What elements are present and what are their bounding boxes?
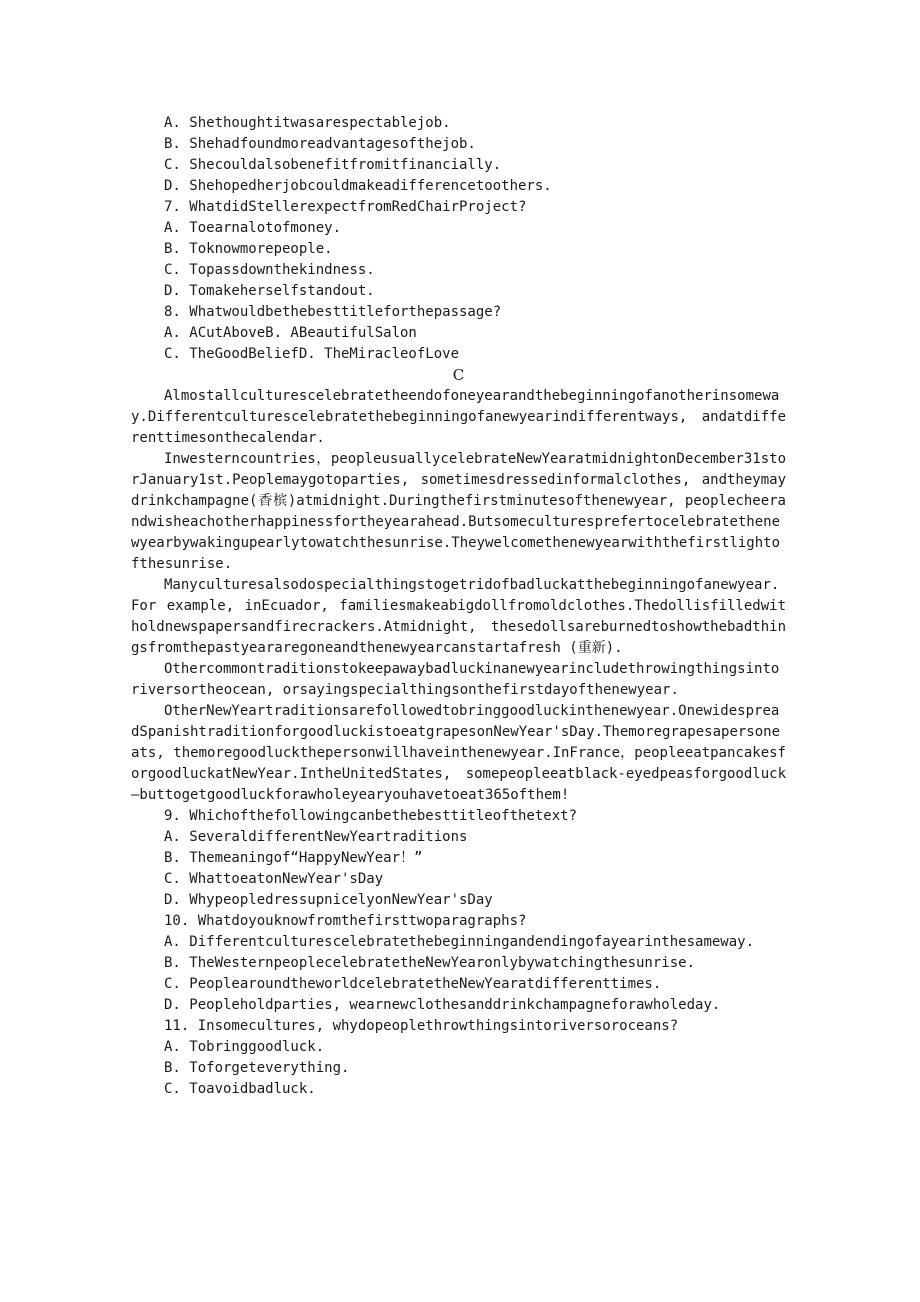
question-stem: 8. Whatwouldbethebesttitleforthepassage?	[164, 304, 502, 320]
answer-option: C. Toavoidbadluck.	[164, 1081, 316, 1097]
answer-option: D. Peopleholdparties, wearnewclothesanddrinkchampagneforawholeday.	[164, 997, 721, 1013]
answer-option: B. Shehadfoundmoreadvantagesofthejob.	[164, 136, 476, 152]
passage-paragraph: OtherNewYeartraditionsarefollowedtobringgoodluckinthenewyear.OnewidespreadSpanishtraditionforgoodluckistoeatgrapesonNewYear'sDay.Themoregrapesapersoneats, themoregoodluckthepersonwillhaveinthenewyear.InFrance，peopleeatpancakesforgoodluckatNewYear.IntheUnitedStates, somepeopleeatblack-eyedpeasforgoodluck—buttogetgoodluckforawholeyearyouhavetoeat365ofthem!	[131, 703, 786, 803]
answer-option: D. Tomakeherselfstandout.	[164, 283, 375, 299]
answer-option: B. Themeaningof“HappyNewYear！”	[164, 850, 423, 866]
question-stem: 10. Whatdoyouknowfromthefirsttwoparagraphs?	[164, 913, 527, 929]
part-b-tail	[131, 113, 786, 365]
answer-option: C. WhattoeatonNewYear'sDay	[164, 871, 384, 887]
answer-option: C. Shecouldalsobenefitfromitfinancially.	[164, 157, 502, 173]
section-c-title: C	[452, 366, 465, 384]
answer-option: C. Topassdownthekindness.	[164, 262, 375, 278]
answer-option: A. Toearnalotofmoney.	[164, 220, 342, 236]
question-stem: 11. Insomecultures, whydopeoplethrowthingsintoriversoroceans?	[164, 1018, 679, 1034]
reading-passage-c	[131, 386, 786, 806]
answer-option: A. SeveraldifferentNewYeartraditions	[164, 829, 468, 845]
answer-option: B. Toknowmorepeople.	[164, 241, 333, 257]
passage-paragraph: Manyculturesalsodospecialthingstogetridofbadluckatthebeginningofanewyear.For example, inEcuador, familiesmakeabigdollfromoldclothes.Thedollisfilledwitholdnewspapersandfirecrackers.Atmidnight, thesedollsareburnedtoshowthebadthingsfromthepastyeararegoneandthenewyearcanstartafresh (重新).	[131, 577, 786, 656]
answer-option: A. Differentculturescelebratethebeginningandendingofayearinthesameway.	[164, 934, 755, 950]
answer-option: D. Shehopedherjobcouldmakeadifferencetoothers.	[164, 178, 552, 194]
answer-option: C. TheGoodBeliefD. TheMiracleofLove	[164, 346, 460, 362]
passage-paragraph: Inwesterncountries，peopleusuallycelebrateNewYearatmidnightonDecember31storJanuary1st.Peoplemaygotoparties, sometimesdressedinformalclothes, andtheymaydrinkchampagne(香槟)atmidnight.Duringthefirstminutesofthenewyear, peoplecheerandwisheachotherhappinessfortheyearahead.Butsomeculturesprefertocelebratethenewyearbywakingupearlytowatchthesunrise.Theywelcomethenewyearwiththefirstlightofthesunrise.	[131, 451, 786, 572]
exam-page	[131, 113, 786, 1100]
passage-paragraph: Othercommontraditionstokeepawaybadluckinanewyearincludethrowingthingsintoriversortheocean, orsayingspecialthingsonthefirstdayofthenewyear.	[131, 661, 780, 698]
passage-paragraph: Almostallculturescelebratetheendofoneyearandthebeginningofanotherinsomeway.Differentculturescelebratethebeginningofanewyearindifferentways, andatdifferenttimesonthecalendar.	[131, 388, 786, 446]
answer-option: D. WhypeopledressupnicelyonNewYear'sDay	[164, 892, 493, 908]
answer-option: B. Toforgeteverything.	[164, 1060, 350, 1076]
answer-option: A. ACutAboveB. ABeautifulSalon	[164, 325, 417, 341]
answer-option: A. Tobringgoodluck.	[164, 1039, 325, 1055]
answer-option: B. TheWesternpeoplecelebratetheNewYearonlybywatchingthesunrise.	[164, 955, 696, 971]
question-stem: 7. WhatdidStellerexpectfromRedChairProject?	[164, 199, 527, 215]
answer-option: C. PeoplearoundtheworldcelebratetheNewYearatdifferenttimes.	[164, 976, 662, 992]
question-list	[131, 806, 786, 1100]
answer-option: A. Shethoughtitwasarespectablejob.	[164, 115, 451, 131]
question-stem: 9. Whichofthefollowingcanbethebesttitleofthetext?	[164, 808, 578, 824]
